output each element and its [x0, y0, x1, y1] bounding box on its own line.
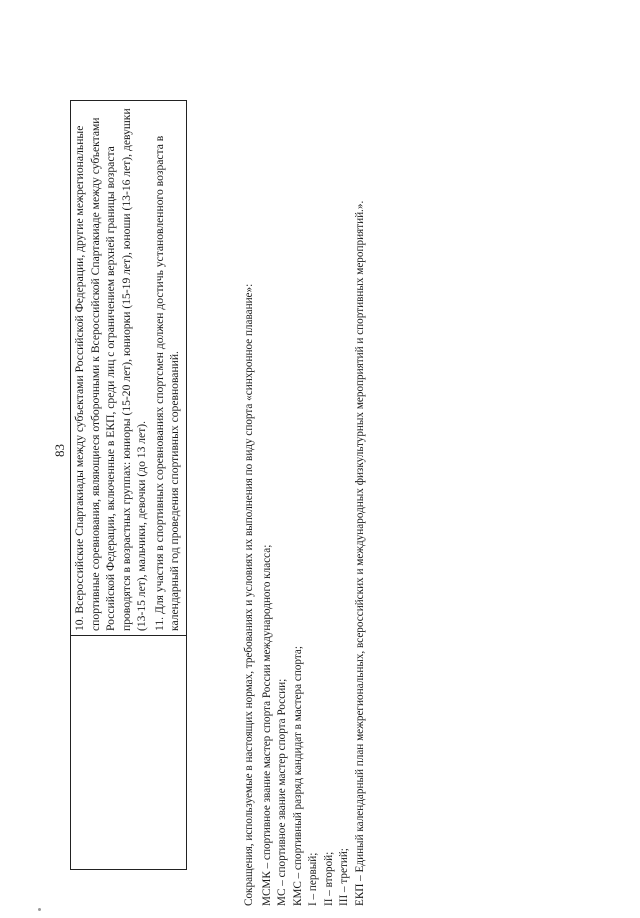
- abbreviation-item: ЕКП – Единый календарный план межрегиональных, всероссийских и международных физкультурных мероприятий и спортивных мероприятий.».: [353, 200, 366, 906]
- abbreviations-intro: Сокращения, используемые в настоящих нормах, требованиях и условиях их выполнения по виду спорта «синхронное плавание»:: [243, 283, 255, 906]
- abbreviation-item: I – первый;: [307, 852, 319, 906]
- table-paragraph-10: 10. Всероссийские Спартакиады между субъектами Российской Федерации, другие межрегиональные спортивные соревнования, являющиеся отборочными к Всероссийской Спартакиаде между субъектами Российской Федерации, включенные в ЕКП, среди лиц с ограничением верхней границы возраста проводятся в возрастных группах: юниоры (15-20 лет), юниорки (15-19 лет), юноши (13-16 лет), девушки (13-15 лет), мальчики, девочки (до 13 лет).: [73, 108, 148, 631]
- abbreviation-item: МСМК – спортивное звание мастер спорта России международного класса;: [260, 544, 273, 906]
- table-cell-text: [71, 101, 187, 636]
- abbreviation-item: КМС – спортивный разряд кандидат в мастера спорта;: [291, 646, 304, 906]
- criteria-table: [70, 100, 187, 870]
- abbreviation-item: II – второй;: [322, 851, 335, 906]
- page-number: 83: [52, 444, 67, 457]
- abbreviations-notes: [242, 116, 368, 906]
- abbreviation-item: III – третий;: [338, 848, 350, 906]
- rotated-content: [10, 56, 390, 906]
- table-row: [71, 101, 187, 870]
- table-cell-left: [71, 636, 187, 870]
- scan-artifact-dot: [38, 908, 41, 911]
- table-paragraph-11: 11. Для участия в спортивных соревнованиях спортсмен должен достичь установленного возраста в календарный год проведения спортивных соревнований.: [152, 135, 181, 631]
- abbreviation-item: МС – спортивное звание мастер спорта России;: [276, 678, 288, 906]
